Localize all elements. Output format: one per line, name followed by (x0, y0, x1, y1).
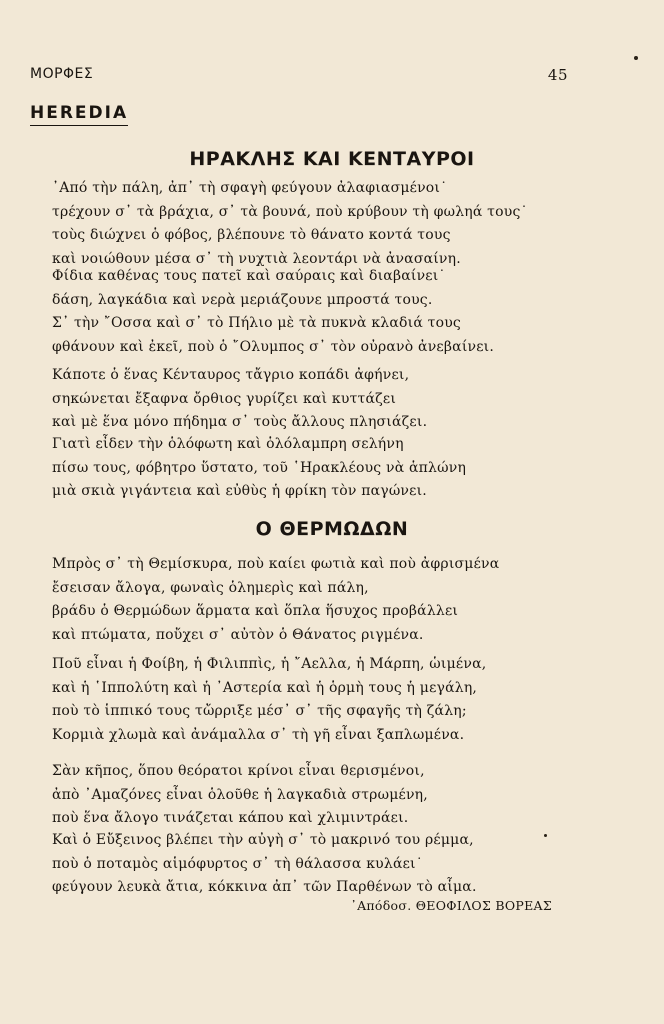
verse-line: Φίδια καθένας τους πατεῖ καὶ σαύραις καὶ διαβαίνει˙ (52, 268, 446, 284)
running-head-title: ΜΟΡΦΕΣ (30, 66, 94, 82)
verse-line: σηκώνεται ἔξαφνα ὄρθιος γυρίζει καὶ κυττάζει (52, 390, 397, 407)
stanza (52, 760, 612, 831)
verse-line: τοὺς διώχνει ὁ φόβος, βλέπουνε τὸ θάνατο κοντά τους (52, 227, 451, 243)
ink-speck (634, 56, 638, 60)
verse-line: πίσω τους, φόβητρο ὕστατο, τοῦ ῾Ηρακλέους νὰ ἁπλώνη (52, 459, 467, 476)
verse-line: ποὺ ὁ ποταμὸς αἱμόφυρτος σ᾿ τὴ θάλασσα κυλάει˙ (52, 855, 423, 872)
verse-line: τρέχουν σ᾿ τὰ βράχια, σ᾿ τὰ βουνά, ποὺ κρύβουν τὴ φωληά τους˙ (52, 203, 528, 220)
verse-line: Μπρὸς σ᾿ τὴ Θεμίσκυρα, ποὺ καίει φωτιὰ καὶ ποὺ ἀφρισμένα (52, 556, 500, 572)
stanza (52, 364, 612, 435)
verse-line: Σὰν κῆπος, ὅπου θεόρατοι κρίνοι εἶναι θερισμένοι, (52, 763, 425, 779)
verse-line: δάση, λαγκάδια καὶ νερὰ μεριάζουνε μπροστά τους. (52, 291, 433, 308)
page-number: 45 (547, 66, 568, 84)
stanza (52, 177, 612, 271)
stanza (52, 653, 612, 747)
verse-line: ᾿Από τὴν πάλη, ἀπ᾿ τὴ σφαγὴ φεύγουν ἀλαφιασμένοι˙ (52, 180, 448, 196)
poem-title-2: Ο ΘΕΡΜΩΔΩΝ (255, 518, 409, 540)
ink-speck (544, 834, 547, 837)
poem-title-1: ΗΡΑΚΛΗΣ ΚΑΙ ΚΕΝΤΑΥΡΟΙ (189, 148, 475, 170)
verse-line: Κάποτε ὁ ἕνας Κένταυρος τἄγριο κοπάδι ἀφήνει, (52, 367, 410, 383)
verse-line: Σ᾿ τὴν ῎Οσσα καὶ σ᾿ τὸ Πήλιο μὲ τὰ πυκνὰ κλαδιά τους (52, 315, 461, 331)
verse-line: καὶ μὲ ἕνα μόνο πήδημα σ᾿ τοὺς ἄλλους πλησιάζει. (52, 414, 428, 430)
verse-line: φθάνουν καὶ ἐκεῖ, ποὺ ὁ ῎Ολυμπος σ᾿ τὸν οὐρανὸ ἀνεβαίνει. (52, 338, 495, 355)
stanza (52, 433, 612, 504)
verse-line: καὶ πτώματα, ποὔχει σ᾿ αὐτὸν ὁ Θάνατος ριγμένα. (52, 626, 424, 643)
stanza (52, 829, 612, 900)
verse-line: Γιατὶ εἶδεν τὴν ὁλόφωτη καὶ ὁλόλαμπρη σελήνη (52, 436, 404, 452)
verse-line: καὶ νοιώθουν μέσα σ᾿ τὴ νυχτιὰ λεοντάρι νὰ ἀνασαίνη. (52, 250, 461, 267)
stanza (52, 265, 612, 359)
verse-line: φεύγουν λευκὰ ἄτια, κόκκινα ἀπ᾿ τῶν Παρθένων τὸ αἷμα. (52, 879, 477, 895)
verse-line: Ποῦ εἶναι ἡ Φοίβη, ἡ Φιλιππὶς, ἡ ῎Αελλα, ἡ Μάρπη, ὡιμένα, (52, 656, 487, 672)
stanza (52, 553, 612, 647)
verse-line: ποὺ ἕνα ἄλογο τινάζεται κάπου καὶ χλιμιντράει. (52, 810, 409, 826)
verse-line: καὶ ἡ ῾Ιππολύτη καὶ ἡ ᾿Αστερία καὶ ἡ ὁρμὴ τους ἡ μεγάλη, (52, 679, 478, 696)
verse-line: Κορμιὰ χλωμὰ καὶ ἀνάμαλλα σ᾿ τὴ γῆ εἶναι ξαπλωμένα. (52, 726, 465, 743)
verse-line: ἔσεισαν ἄλογα, φωναὶς ὁλημερὶς καὶ πάλη, (52, 579, 369, 596)
verse-line: Καὶ ὁ Εὔξεινος βλέπει τὴν αὐγὴ σ᾿ τὸ μακρινό του ρέμμα, (52, 832, 474, 848)
verse-line: βράδυ ὁ Θερμώδων ἅρματα καὶ ὅπλα ἥσυχος προβάλλει (52, 603, 459, 619)
verse-line: ποὺ τὸ ἱππικό τους τὤρριξε μέσ᾿ σ᾿ τῆς σφαγῆς τὴ ζάλη; (52, 703, 467, 719)
translator-credit: ᾿Απόδοσ. ΘΕΟΦΙΛΟΣ ΒΟΡΕΑΣ (350, 898, 552, 913)
verse-line: μιὰ σκιὰ γιγάντεια καὶ εὐθὺς ἡ φρίκη τὸν παγώνει. (52, 483, 427, 499)
verse-line: ἀπὸ ᾿Αμαζόνες εἶναι ὁλοῦθε ἡ λαγκαδιὰ στρωμένη, (52, 786, 428, 803)
author-heading: HEREDIA (30, 103, 128, 126)
